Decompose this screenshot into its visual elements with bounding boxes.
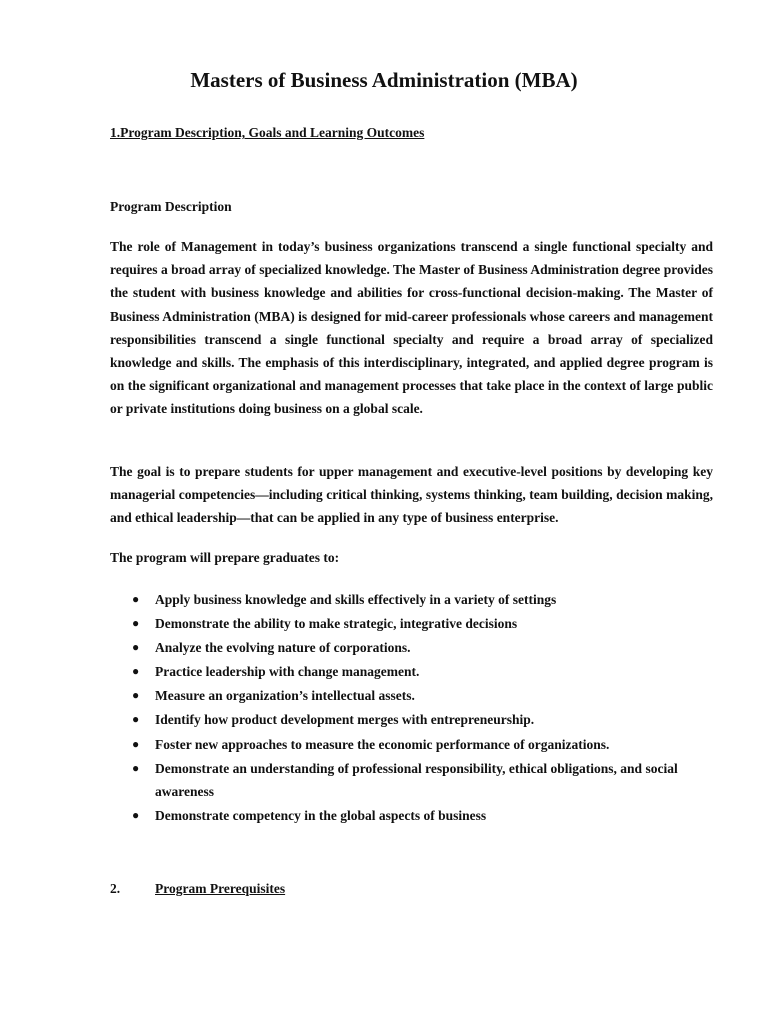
bullet-icon: ● (132, 664, 140, 679)
list-item-text: Demonstrate competency in the global aspects of business (155, 807, 487, 823)
bullet-icon: ● (132, 760, 140, 775)
list-item-text: Measure an organization’s intellectual assets. (155, 688, 415, 704)
list-item (110, 588, 713, 611)
list-item (110, 636, 713, 659)
section-2-title: Program Prerequisites (155, 881, 286, 896)
list-item (110, 804, 713, 827)
bullet-icon: ● (132, 807, 140, 822)
list-item-text: Analyze the evolving nature of corporations. (155, 640, 411, 656)
bullet-icon: ● (132, 688, 140, 703)
section-2-number: 2. (110, 881, 121, 896)
program-description-heading: Program Description (110, 199, 232, 214)
section-1-heading: 1.Program Description, Goals and Learning Outcomes (110, 125, 425, 140)
list-item-text: Apply business knowledge and skills effectively in a variety of settings (155, 592, 557, 607)
list-item (110, 733, 713, 756)
list-item (110, 660, 713, 683)
list-item-text: Demonstrate the ability to make strategic, integrative decisions (155, 616, 518, 632)
goal-paragraph: The goal is to prepare students for upper management and executive-level positions by developing key managerial competencies—including critical thinking, systems thinking, team building, decision making, and ethical leadership—that can be applied in any type of business enterprise. (110, 464, 713, 526)
list-item-text: Foster new approaches to measure the economic performance of organizations. (155, 736, 610, 752)
program-prepare-intro: The program will prepare graduates to: (110, 550, 340, 565)
bullet-icon: ● (132, 616, 140, 631)
list-item (110, 757, 713, 803)
bullet-icon: ● (132, 592, 140, 606)
program-description-paragraph: The role of Management in today’s business organizations transcend a single functional specialty and requires a broad array of specialized knowledge. The Master of Business Administration degree provides the student with business knowledge and abilities for cross-functional decision-making. The Master of Business Administration (MBA) is designed for mid-career professionals whose careers and management responsibilities transcend a single functional specialty and require a broad array of specialized knowledge and skills. The emphasis of this interdisciplinary, integrated, and applied degree program is on the significant organizational and management processes that take place in the context of large public or private institutions doing business on a global scale. (110, 239, 713, 417)
list-item (110, 684, 713, 707)
list-item-text: Identify how product development merges with entrepreneurship. (155, 712, 535, 728)
bullet-icon: ● (132, 712, 140, 727)
bullet-icon: ● (132, 736, 140, 751)
list-item-text: Practice leadership with change management. (155, 664, 420, 680)
list-item-text: Demonstrate an understanding of professional responsibility, ethical obligations, and social awareness (155, 760, 678, 799)
list-item (110, 708, 713, 731)
bullet-icon: ● (132, 640, 140, 655)
list-item (110, 612, 713, 635)
document-title: Masters of Business Administration (MBA) (190, 68, 578, 92)
learning-outcomes-list (110, 588, 713, 828)
